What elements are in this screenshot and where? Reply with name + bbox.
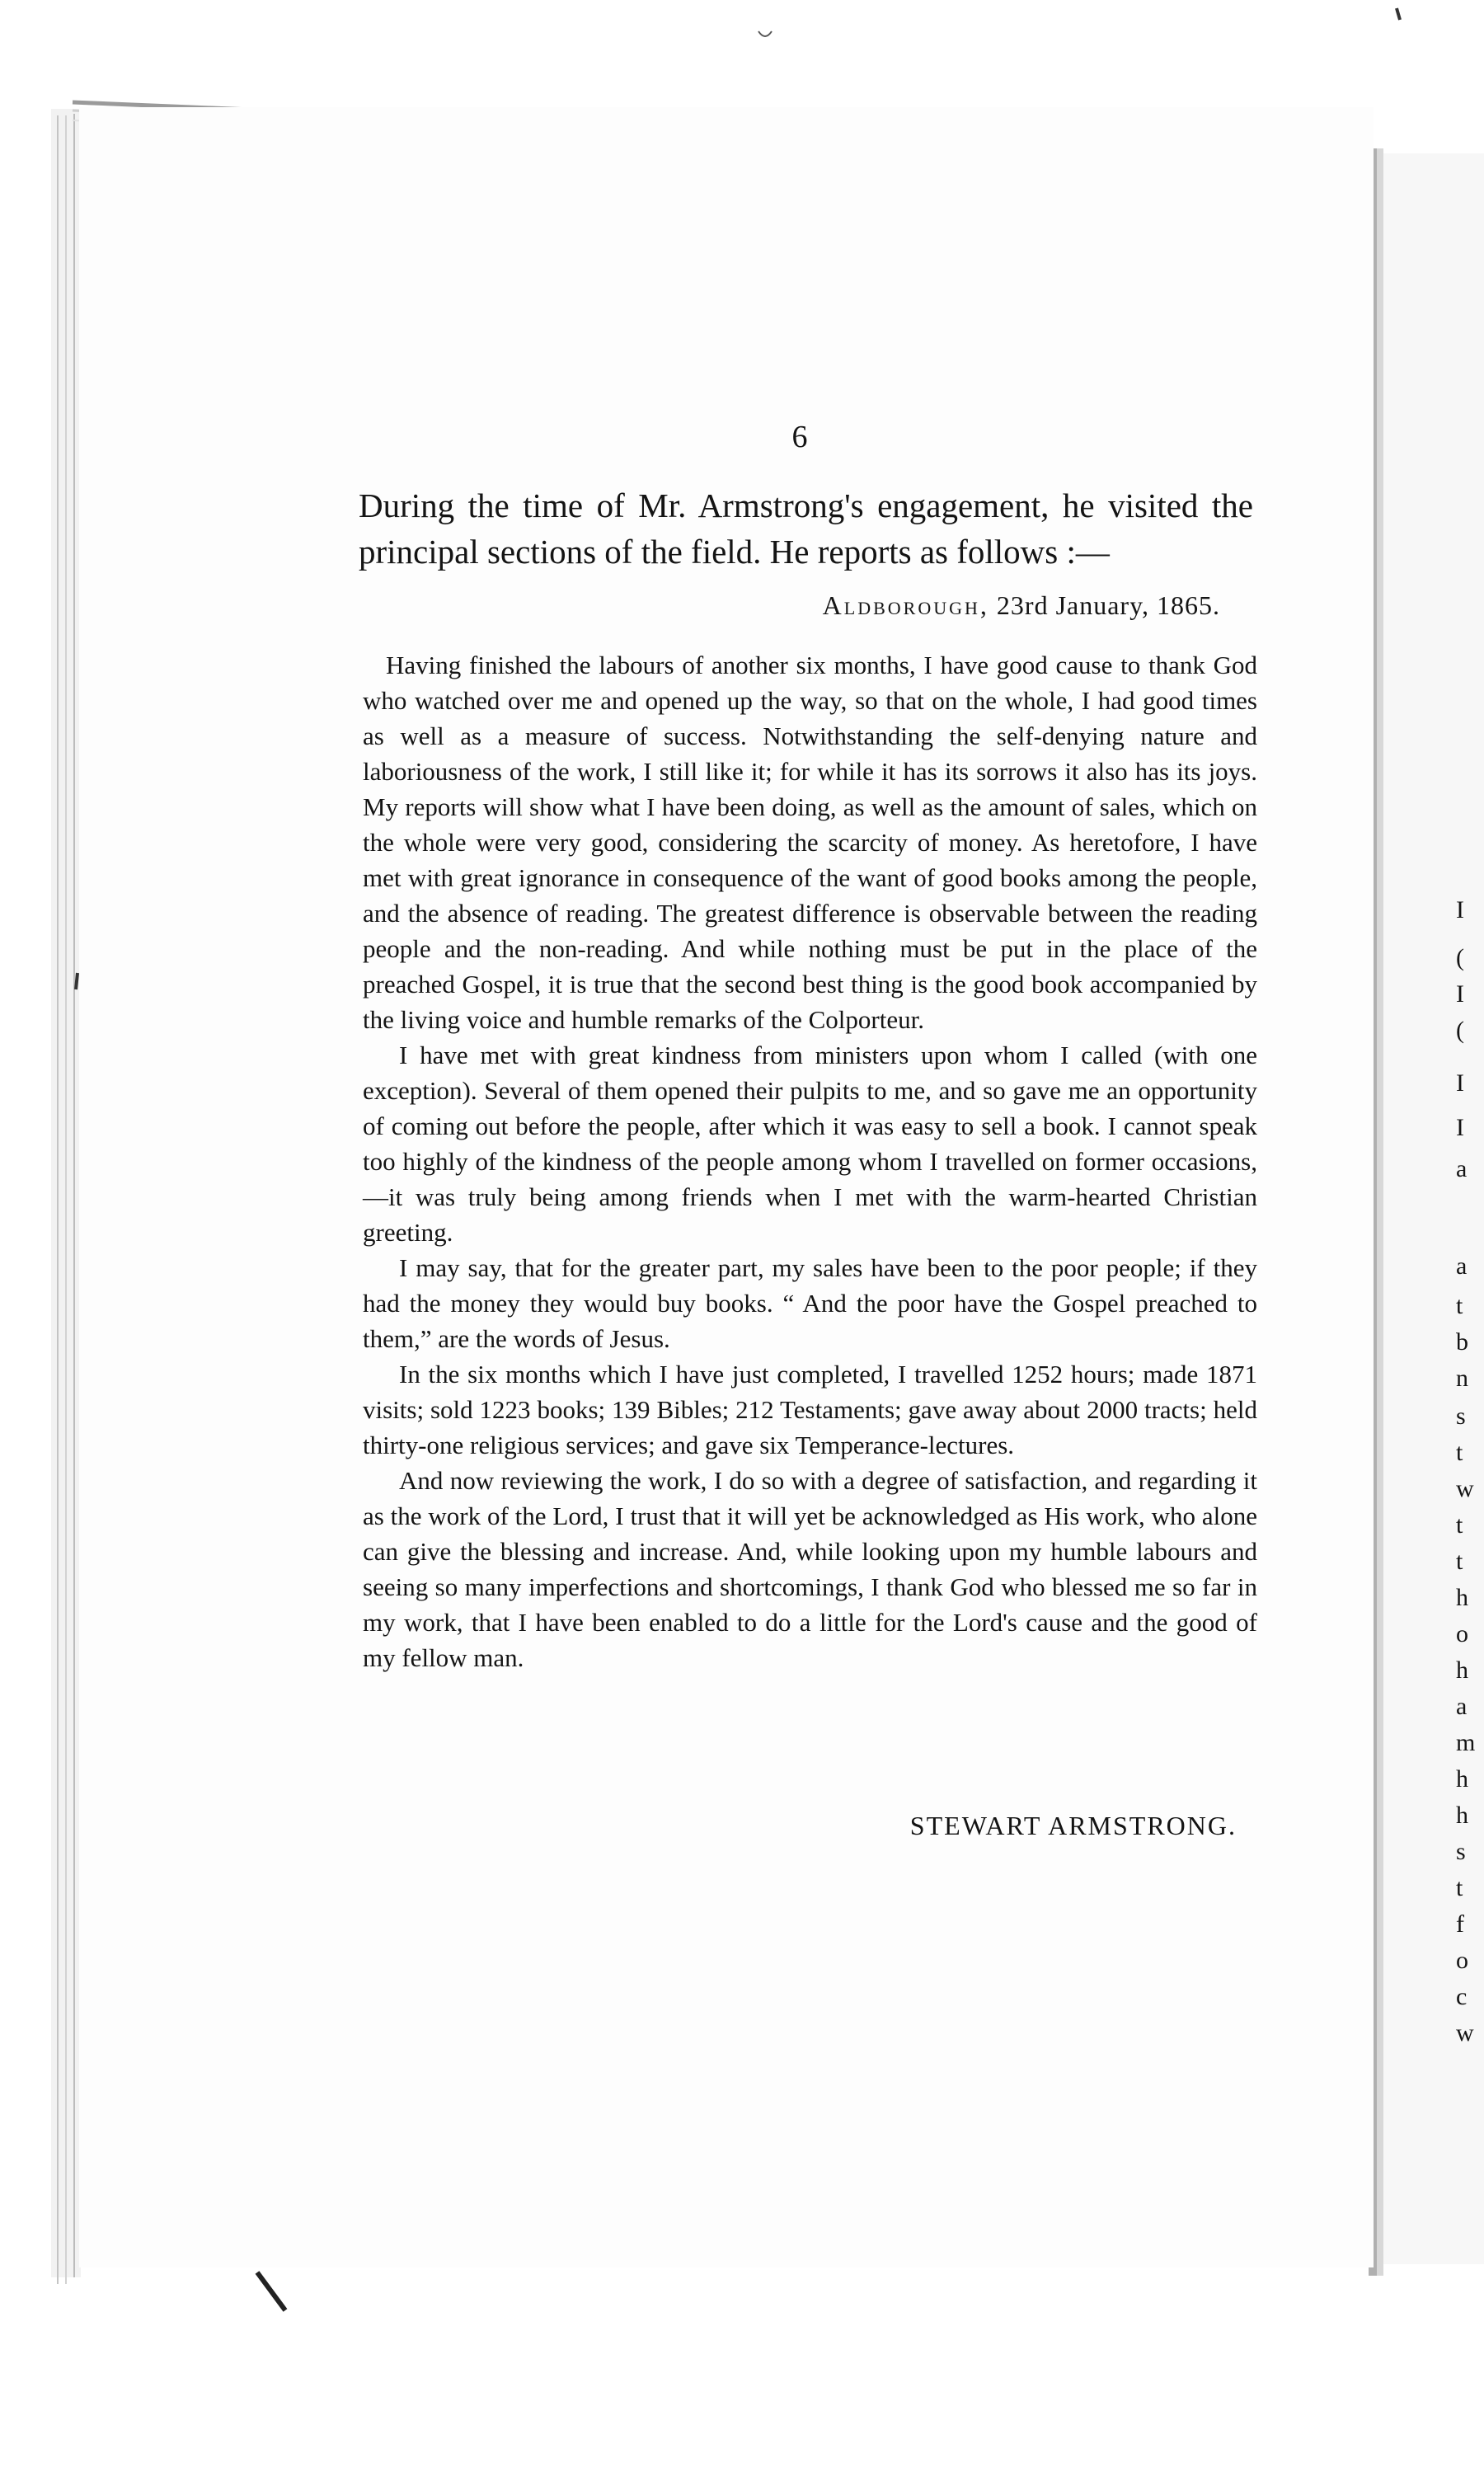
dateline-place: Aldborough, bbox=[822, 590, 989, 620]
fragment-letter: I bbox=[1456, 896, 1464, 923]
fragment-letter: h bbox=[1456, 1656, 1468, 1684]
fragment-letter: c bbox=[1456, 1983, 1468, 2010]
fragment-letter: f bbox=[1456, 1910, 1464, 1938]
report-paragraph: And now reviewing the work, I do so with a degree of satisfaction, and regarding it as the work of the Lord, I trust that it will yet be acknowledged as His work, who alone can give the blessing and increase. And, while looking upon my humble labours and seeing so many imperfections and shortcomings, I thank God who blessed me so far in my work, that I have been enabled to do a little for the Lord's cause and the good of my fellow man. bbox=[363, 1466, 1257, 1672]
fragment-letter: a bbox=[1456, 1155, 1468, 1182]
fragment-letter: t bbox=[1456, 1874, 1463, 1901]
report-paragraph: I have met with great kindness from ministers upon whom I called (with one exception). Several of them opened their pulpits to me, and so gave me an opportunity of coming out before the people, after which it was easy to sell a book. I cannot speak too highly of the kindness of the people among whom I travelled on former occasions,—it was truly being among friends when I met with the warm-hearted Christian greeting. bbox=[363, 1041, 1257, 1247]
fragment-letter: h bbox=[1456, 1584, 1468, 1611]
adjacent-page-fragments bbox=[1451, 0, 1484, 2467]
fragment-letter: ( bbox=[1456, 1017, 1464, 1044]
fragment-letter: w bbox=[1456, 1475, 1474, 1502]
fragment-letter: t bbox=[1456, 1511, 1463, 1539]
dateline bbox=[742, 590, 1220, 621]
fragment-letter: t bbox=[1456, 1292, 1463, 1319]
fragment-letter: o bbox=[1456, 1947, 1468, 1974]
dateline-date: 23rd January, 1865. bbox=[996, 590, 1220, 620]
report-paragraph: I may say, that for the greater part, my sales have been to the poor people; if they had the money they would buy books. “ And the poor have the Gospel preached to them,” are the words of Jesus. bbox=[363, 1253, 1257, 1353]
report-paragraph: In the six months which I have just completed, I travelled 1252 hours; made 1871 visits; sold 1223 books; 139 Bibles; 212 Testaments; gave away about 2000 tracts; held thirty-one religious services; and gave six Temperance-lectures. bbox=[363, 1360, 1257, 1459]
signature: STEWART ARMSTRONG. bbox=[909, 1811, 1237, 1840]
fragment-letter: I bbox=[1456, 980, 1464, 1008]
fragment-letter: s bbox=[1456, 1403, 1466, 1430]
fragment-letter: n bbox=[1456, 1365, 1468, 1392]
fragment-letter: a bbox=[1456, 1252, 1468, 1280]
report-paragraph: Having finished the labours of another six months, I have good cause to thank God who watched over me and opened up the way, so that on the whole, I had good times as well as a measure of success. Notwithstanding the self-denying nature and laboriousness of the work, I still like it; for while it has its sorrows it also has its joys. My reports will show what I have been doing, as well as the amount of sales, which on the whole were very good, considering the scarcity of money. As heretofore, I have met with great ignorance in consequence of the want of good books among the people, and the absence of reading. The greatest difference is observable between the reading people and the non-reading. And while nothing must be put in the place of the preached Gospel, it is true that the second best thing is the good book accompanied by the living voice and humble remarks of the Colporteur. bbox=[363, 651, 1257, 1034]
fragment-letter: I bbox=[1456, 1114, 1464, 1141]
fragment-letter: h bbox=[1456, 1802, 1468, 1829]
fragment-letter: I bbox=[1456, 1069, 1464, 1097]
fragment-letter: ( bbox=[1456, 944, 1464, 971]
fragment-letter: t bbox=[1456, 1439, 1463, 1466]
fragment-letter: b bbox=[1456, 1328, 1468, 1356]
intro-paragraph: During the time of Mr. Armstrong's engagement, he visited the principal sections of the field. He reports as follows :— bbox=[359, 486, 1253, 571]
fragment-letter: a bbox=[1456, 1693, 1468, 1720]
page-number: 6 bbox=[791, 420, 808, 454]
fragment-letter: t bbox=[1456, 1548, 1463, 1575]
fragment-letter: o bbox=[1456, 1620, 1468, 1647]
fragment-letter: m bbox=[1456, 1729, 1476, 1756]
fragment-letter: h bbox=[1456, 1765, 1468, 1793]
report-body bbox=[363, 647, 1257, 1675]
fragment-letter: w bbox=[1456, 2019, 1474, 2046]
fragment-letter: s bbox=[1456, 1838, 1466, 1865]
